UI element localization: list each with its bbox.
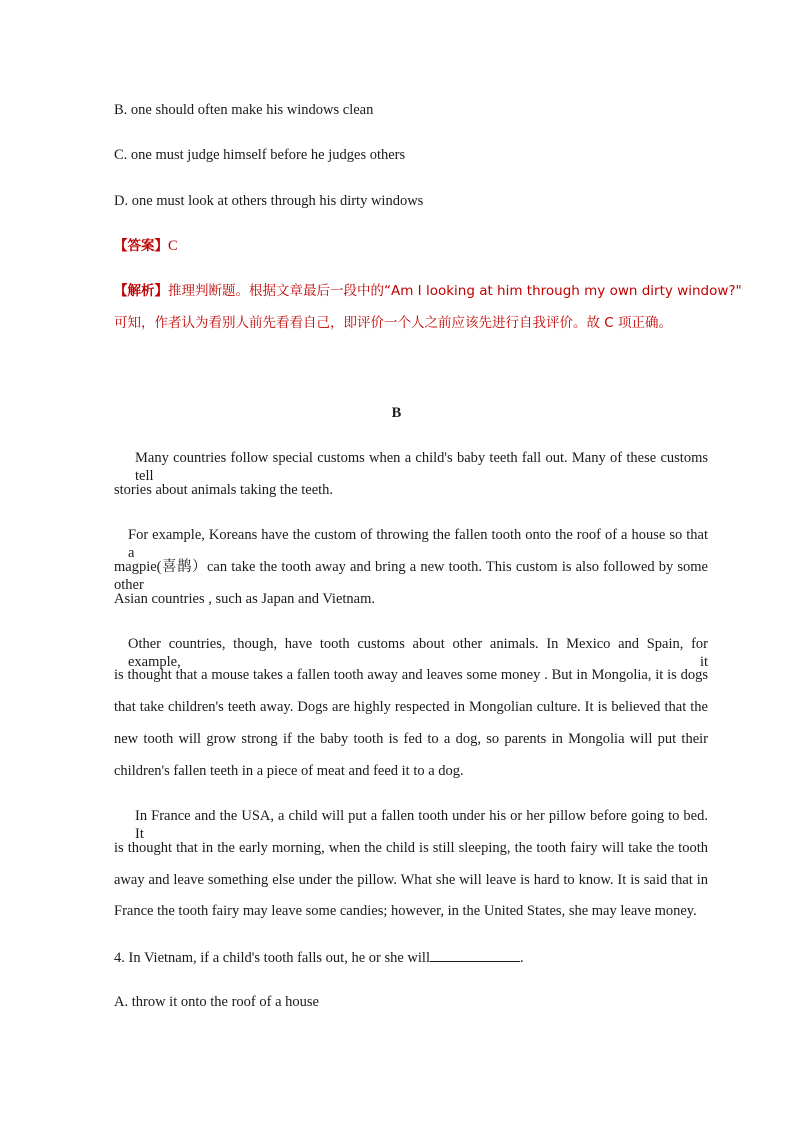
section-title: B — [391, 405, 402, 421]
passage-line: away and leave something else under the pillow. What she will leave is hard to know. It is said that in — [114, 872, 708, 888]
answer-label: 【答案】 — [114, 238, 168, 254]
passage-line: that take children's teeth away. Dogs are highly respected in Mongolian culture. It is believed that the — [114, 699, 708, 715]
passage-line: is thought that in the early morning, when the child is still sleeping, the tooth fairy will take the tooth — [114, 840, 708, 856]
analysis-text-1: 推理判断题。根据文章最后一段中的“Am I looking at him through my own dirty window?" — [168, 283, 742, 299]
question-4-end: . — [520, 950, 524, 966]
answer-line — [114, 237, 708, 255]
option-b: B. one should often make his windows clean — [114, 102, 374, 118]
passage-line: children's fallen teeth in a piece of meat and feed it to a dog. — [114, 763, 464, 779]
analysis-line-1 — [114, 282, 742, 300]
passage-line: In France and the USA, a child will put a fallen tooth under his or her pillow before going to bed. It — [135, 808, 708, 842]
passage-line: magpie(喜鹊）can take the tooth away and bring a new tooth. This custom is also followed by some other — [114, 559, 708, 593]
answer-blank — [430, 948, 520, 962]
question-4-text: 4. In Vietnam, if a child's tooth falls out, he or she will — [114, 950, 430, 966]
passage-line: France the tooth fairy may leave some candies; however, in the United States, she may leave money. — [114, 903, 697, 919]
question-4-stem — [114, 948, 708, 967]
passage-line: Many countries follow special customs when a child's baby teeth fall out. Many of these customs tell — [135, 450, 708, 484]
passage-line: For example, Koreans have the custom of throwing the fallen tooth onto the roof of a house so that a — [128, 527, 708, 561]
analysis-line-2: 可知，作者认为看别人前先看看自己，即评价一个人之前应该先进行自我评价。故 C 项正确。 — [114, 315, 673, 331]
analysis-label: 【解析】 — [114, 283, 168, 299]
option-c: C. one must judge himself before he judges others — [114, 147, 406, 163]
passage-line: is thought that a mouse takes a fallen tooth away and leaves some money . But in Mongolia, it is dogs — [114, 667, 708, 683]
question-4-option-a: A. throw it onto the roof of a house — [114, 994, 319, 1010]
passage-line: new tooth will grow strong if the baby tooth is fed to a dog, so parents in Mongolia will put their — [114, 731, 708, 747]
passage-line: Asian countries , such as Japan and Vietnam. — [114, 591, 376, 607]
option-d: D. one must look at others through his dirty windows — [114, 193, 424, 209]
passage-line: stories about animals taking the teeth. — [114, 482, 334, 498]
answer-value: C — [168, 238, 178, 254]
passage-line: Other countries, though, have tooth customs about other animals. In Mexico and Spain, for example, it — [128, 636, 708, 670]
